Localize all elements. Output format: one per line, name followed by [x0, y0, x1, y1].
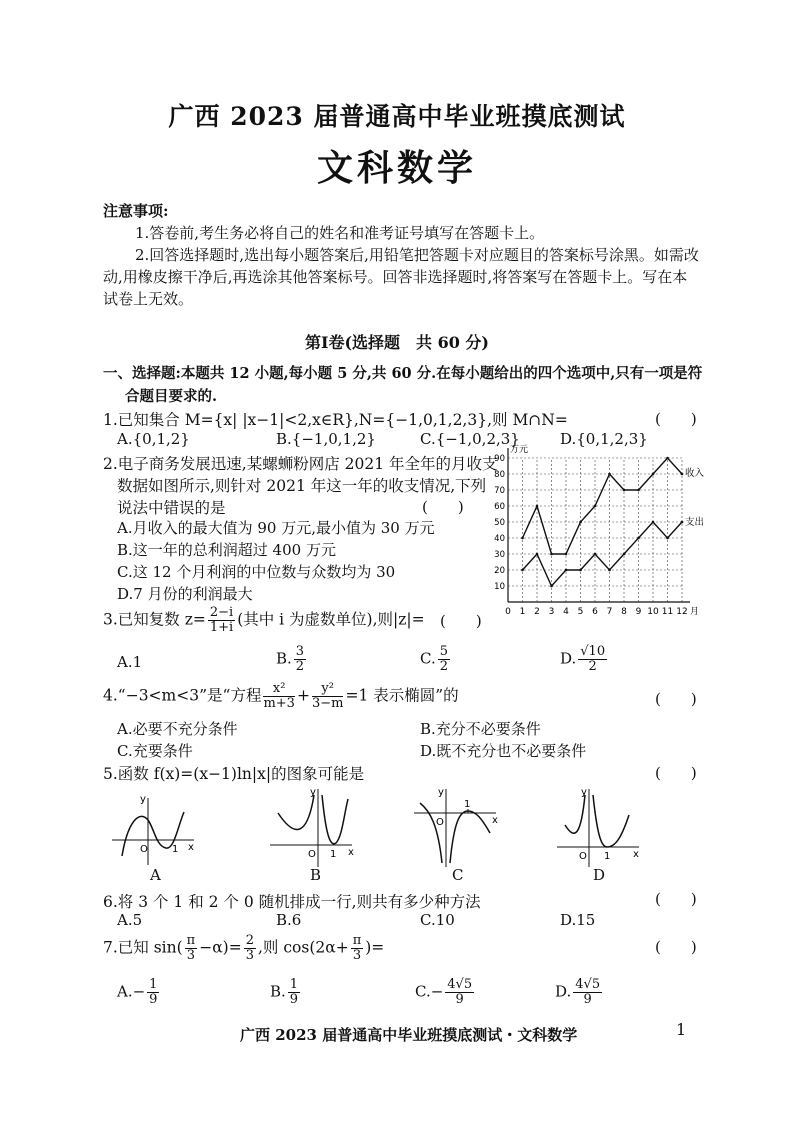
chart-x-tick-label: 11	[661, 607, 674, 617]
chart-y-tick-label: 10	[494, 582, 505, 592]
q7-mid-2: ,则 cos(2α+	[258, 938, 349, 957]
q7-option-a-label: A.−	[117, 982, 146, 1001]
q2-option-b: B.这一年的总利润超过 400 万元	[117, 541, 336, 559]
q4-option-a: A.必要不充分条件	[117, 720, 238, 738]
q2-option-a: A.月收入的最大值为 90 万元,最小值为 30 万元	[117, 519, 435, 537]
q7-option-c-label: C.−	[415, 982, 444, 1001]
q5a-y-label: y	[140, 794, 146, 805]
q7-frac-a-num: π	[186, 933, 196, 948]
q7-option-d	[555, 978, 604, 1007]
q7-answer-paren: ( )	[655, 938, 697, 956]
q3-fraction	[208, 606, 235, 635]
q3-option-d	[560, 645, 609, 674]
q7-option-d-label: D.	[555, 982, 572, 1001]
note-2a: 2.回答选择题时,选出每小题答案后,用铅笔把答题卡对应题目的答案标号涂黑。如需改	[135, 246, 699, 264]
q7-mid-1: −α)=	[199, 938, 242, 957]
q7-frac-b	[244, 934, 256, 963]
chart-point	[623, 489, 626, 492]
q4-fraction-2	[312, 682, 344, 711]
q7-option-b-den: 9	[289, 992, 299, 1007]
chart-x-tick-label: 4	[563, 607, 569, 617]
q3-stem-post: (其中 i 为虚数单位),则|z|=	[237, 610, 425, 629]
chart-point	[608, 569, 611, 572]
q4-answer-paren: ( )	[655, 690, 697, 708]
q3-option-b-num: 3	[295, 644, 305, 659]
chart-y-tick-label: 90	[494, 454, 505, 464]
q5-stem: 5.函数 f(x)=(x−1)ln|x|的图象可能是	[103, 765, 365, 783]
chart-x-tick-label: 0	[505, 607, 511, 617]
q3-option-c	[420, 645, 452, 674]
q5c-x-label: x	[492, 815, 498, 826]
chart-point	[666, 537, 669, 540]
q7-option-a	[117, 978, 161, 1007]
q7-option-b-num: 1	[289, 977, 299, 992]
q5c-right-curve	[450, 811, 490, 863]
q4-stem	[103, 682, 459, 711]
note-2c: 试卷上无效。	[103, 290, 194, 308]
q7-option-a-fraction	[147, 978, 159, 1007]
q7-option-c-fraction	[445, 978, 474, 1007]
q5c-origin-label: O	[436, 817, 444, 828]
q7-option-d-num: 4√5	[575, 977, 601, 992]
chart-point	[652, 521, 655, 524]
chart-point	[594, 505, 597, 508]
q1-option-d: D.{0,1,2,3}	[560, 430, 648, 448]
chart-point	[565, 569, 568, 572]
q1-option-a: A.{0,1,2}	[117, 430, 190, 448]
q3-numerator: 2−i	[209, 605, 234, 620]
q4-f1-den: m+3	[263, 696, 295, 711]
q2-answer-paren: ( )	[422, 498, 464, 516]
q7-frac-b-den: 3	[245, 948, 254, 963]
chart-y-tick-label: 80	[494, 470, 505, 480]
chart-x-tick-label: 6	[592, 607, 598, 617]
q6-option-d: D.15	[560, 911, 596, 929]
q4-stem-pre: 4.“−3<m<3”是“方程	[103, 686, 262, 705]
chart-point	[652, 473, 655, 476]
q3-option-c-label: C.	[420, 649, 436, 668]
chart-point	[565, 553, 568, 556]
section-title: 第Ⅰ卷(选择题 共 60 分)	[304, 333, 490, 352]
q3-option-d-num: √10	[580, 644, 606, 659]
chart-point	[608, 473, 611, 476]
chart-x-tick-label: 7	[606, 607, 613, 617]
q7-option-b-fraction	[288, 978, 300, 1007]
instructions-line-a: 一、选择题:本题共 12 小题,每小题 5 分,共 60 分.在每小题给出的四个选项中,只有一项是符	[103, 365, 703, 382]
q5c-left-curve	[420, 803, 442, 863]
q3-option-b-label: B.	[276, 649, 292, 668]
q1-option-c: C.{−1,0,2,3}	[420, 430, 520, 448]
q5-graph-b	[268, 785, 358, 870]
q5a-x-label: x	[188, 842, 194, 853]
chart-x-tick-label: 8	[621, 607, 627, 617]
q3-stem	[103, 606, 425, 635]
q4-option-b: B.充分不必要条件	[420, 720, 541, 738]
q3-option-d-fraction	[578, 645, 607, 674]
chart-point	[521, 569, 524, 572]
q2-option-d: D.7 月份的利润最大	[117, 585, 253, 603]
q5-label-c: C	[452, 866, 464, 884]
chart-point	[681, 473, 684, 476]
chart-y-tick-label: 20	[494, 566, 505, 576]
chart-point	[666, 457, 669, 460]
q4-fraction-1	[263, 682, 295, 711]
q3-option-b	[276, 645, 308, 674]
q7-frac-c	[351, 934, 364, 963]
q5b-right-curve	[322, 795, 348, 844]
q7-option-d-fraction	[573, 978, 602, 1007]
chart-x-tick-label: 10	[647, 607, 659, 617]
q4-stem-post: =1 表示椭圆”的	[345, 686, 459, 705]
q4-f2-den: 3−m	[311, 696, 344, 711]
chart-x-axis-label: 月	[690, 607, 700, 617]
q5d-left-curve	[565, 795, 585, 833]
q5a-origin-label: O	[140, 844, 148, 855]
q3-stem-pre: 3.已知复数 z=	[103, 610, 206, 629]
chart-x-tick-label: 5	[577, 607, 584, 617]
chart-point	[594, 553, 597, 556]
q7-frac-b-num: 2	[245, 933, 254, 948]
q5b-x-label: x	[348, 847, 354, 858]
q7-option-c	[415, 978, 476, 1007]
q5d-y-label: y	[581, 787, 587, 798]
q7-option-c-num: 4√5	[447, 977, 473, 992]
q5-label-a: A	[150, 866, 161, 884]
q3-denominator: 1+i	[209, 620, 234, 635]
chart-y-tick-label: 50	[494, 518, 505, 528]
page-number: 1	[676, 1020, 687, 1039]
q2-line-1: 2.电子商务发展迅速,某螺蛳粉网店 2021 年全年的月收支	[103, 455, 498, 473]
q5c-one-label: 1	[464, 799, 471, 810]
q7-post: )=	[365, 938, 385, 957]
q7-option-b	[270, 978, 302, 1007]
q4-plus: +	[296, 686, 310, 705]
q7-option-b-label: B.	[270, 982, 286, 1001]
chart-series-line-0	[523, 458, 683, 554]
q4-option-d: D.既不充分也不必要条件	[420, 742, 587, 760]
q3-answer-paren: ( )	[440, 612, 482, 630]
q5-answer-paren: ( )	[655, 764, 697, 782]
instructions-line-b: 合题目要求的.	[125, 388, 218, 405]
q1-option-b: B.{−1,0,1,2}	[276, 430, 376, 448]
q7-pre: 7.已知 sin(	[103, 938, 183, 957]
subject-title: 文科数学	[316, 148, 477, 189]
chart-legend-label: 收入	[685, 468, 705, 479]
q6-option-b: B.6	[276, 911, 302, 929]
chart-x-tick-label: 1	[519, 607, 526, 617]
q3-option-c-fraction	[438, 645, 450, 674]
note-1: 1.答卷前,考生务必将自己的姓名和准考证号填写在答题卡上。	[135, 224, 545, 242]
chart-point	[550, 553, 553, 556]
q7-frac-c-num: π	[352, 933, 362, 948]
q5d-x-label: x	[633, 849, 639, 860]
q6-stem: 6.将 3 个 1 和 2 个 0 随机排成一行,则共有多少种方法	[103, 893, 481, 911]
chart-legend-label: 支出	[685, 517, 705, 528]
q7-frac-a	[185, 934, 198, 963]
chart-y-tick-label: 30	[494, 550, 505, 560]
q2-line-3: 说法中错误的是	[117, 499, 226, 517]
chart-point	[681, 521, 684, 524]
q1-stem: 1.已知集合 M={x| |x−1|<2,x∈R},N={−1,0,1,2,3},则 M∩N=	[103, 411, 568, 429]
q3-option-c-num: 5	[439, 644, 448, 659]
chart-y-axis-label: 万元	[510, 445, 529, 455]
q3-option-a: A.1	[117, 653, 143, 671]
q5d-one-label: 1	[604, 851, 611, 862]
chart-x-tick-label: 12	[676, 607, 688, 617]
chart-point	[536, 553, 539, 556]
q5b-y-label: y	[310, 787, 316, 798]
q2-option-c: C.这 12 个月利润的中位数与众数均为 30	[117, 563, 396, 581]
chart-x-tick-label: 9	[635, 607, 642, 617]
q5-label-b: B	[310, 866, 322, 884]
q5d-origin-label: O	[579, 851, 587, 862]
q4-f2-num: y²	[312, 682, 344, 697]
q3-option-b-den: 2	[295, 659, 305, 674]
q3-option-d-den: 2	[588, 659, 597, 674]
q5a-one-label: 1	[172, 844, 179, 855]
notes-heading: 注意事项:	[103, 202, 169, 220]
q5-graph-a	[110, 790, 200, 870]
q5c-y-label: y	[438, 787, 444, 798]
chart-point	[521, 537, 524, 540]
q4-option-c: C.充要条件	[117, 742, 193, 760]
chart-x-tick-label: 3	[548, 607, 555, 617]
q5-graph-c	[412, 785, 502, 870]
q7-option-a-num: 1	[149, 977, 158, 992]
q5b-left-curve	[278, 795, 314, 830]
chart-x-tick-label: 2	[534, 607, 540, 617]
chart-y-tick-label: 70	[494, 486, 505, 496]
page-footer: 广西 2023 届普通高中毕业班摸底测试・文科数学	[240, 1026, 578, 1044]
chart-point	[623, 553, 626, 556]
q7-option-d-den: 9	[583, 992, 592, 1007]
chart-series-line-1	[523, 522, 683, 586]
chart-point	[579, 521, 582, 524]
note-2b: 动,用橡皮擦干净后,再选涂其他答案标号。回答非选择题时,将答案写在答题卡上。写在本	[103, 268, 688, 286]
chart-point	[637, 537, 640, 540]
q6-answer-paren: ( )	[655, 890, 697, 908]
q7-option-c-den: 9	[455, 992, 464, 1007]
income-expense-chart	[488, 444, 713, 620]
q5b-origin-label: O	[308, 849, 316, 860]
q4-f1-num: x²	[263, 682, 295, 697]
q1-answer-paren: ( )	[655, 410, 697, 428]
q5b-one-label: 1	[330, 849, 337, 860]
q7-frac-a-den: 3	[186, 948, 196, 963]
q6-option-c: C.10	[420, 911, 455, 929]
q3-option-c-den: 2	[439, 659, 448, 674]
q3-option-b-fraction	[294, 645, 306, 674]
exam-title: 广西 2023 届普通高中毕业班摸底测试	[168, 102, 626, 131]
chart-point	[579, 569, 582, 572]
q7-stem	[103, 934, 384, 963]
q6-option-a: A.5	[117, 911, 143, 929]
chart-point	[637, 489, 640, 492]
chart-y-tick-label: 60	[494, 502, 505, 512]
q5-label-d: D	[593, 866, 606, 884]
chart-y-tick-label: 40	[494, 534, 505, 544]
chart-point	[550, 585, 553, 588]
q5-graph-d	[555, 785, 645, 870]
q5d-right-curve	[593, 795, 629, 847]
q7-option-a-den: 9	[149, 992, 158, 1007]
chart-point	[536, 505, 539, 508]
q3-option-d-label: D.	[560, 649, 577, 668]
q2-line-2: 数据如图所示,则针对 2021 年这一年的收支情况,下列	[117, 477, 487, 495]
q7-frac-c-den: 3	[352, 948, 362, 963]
